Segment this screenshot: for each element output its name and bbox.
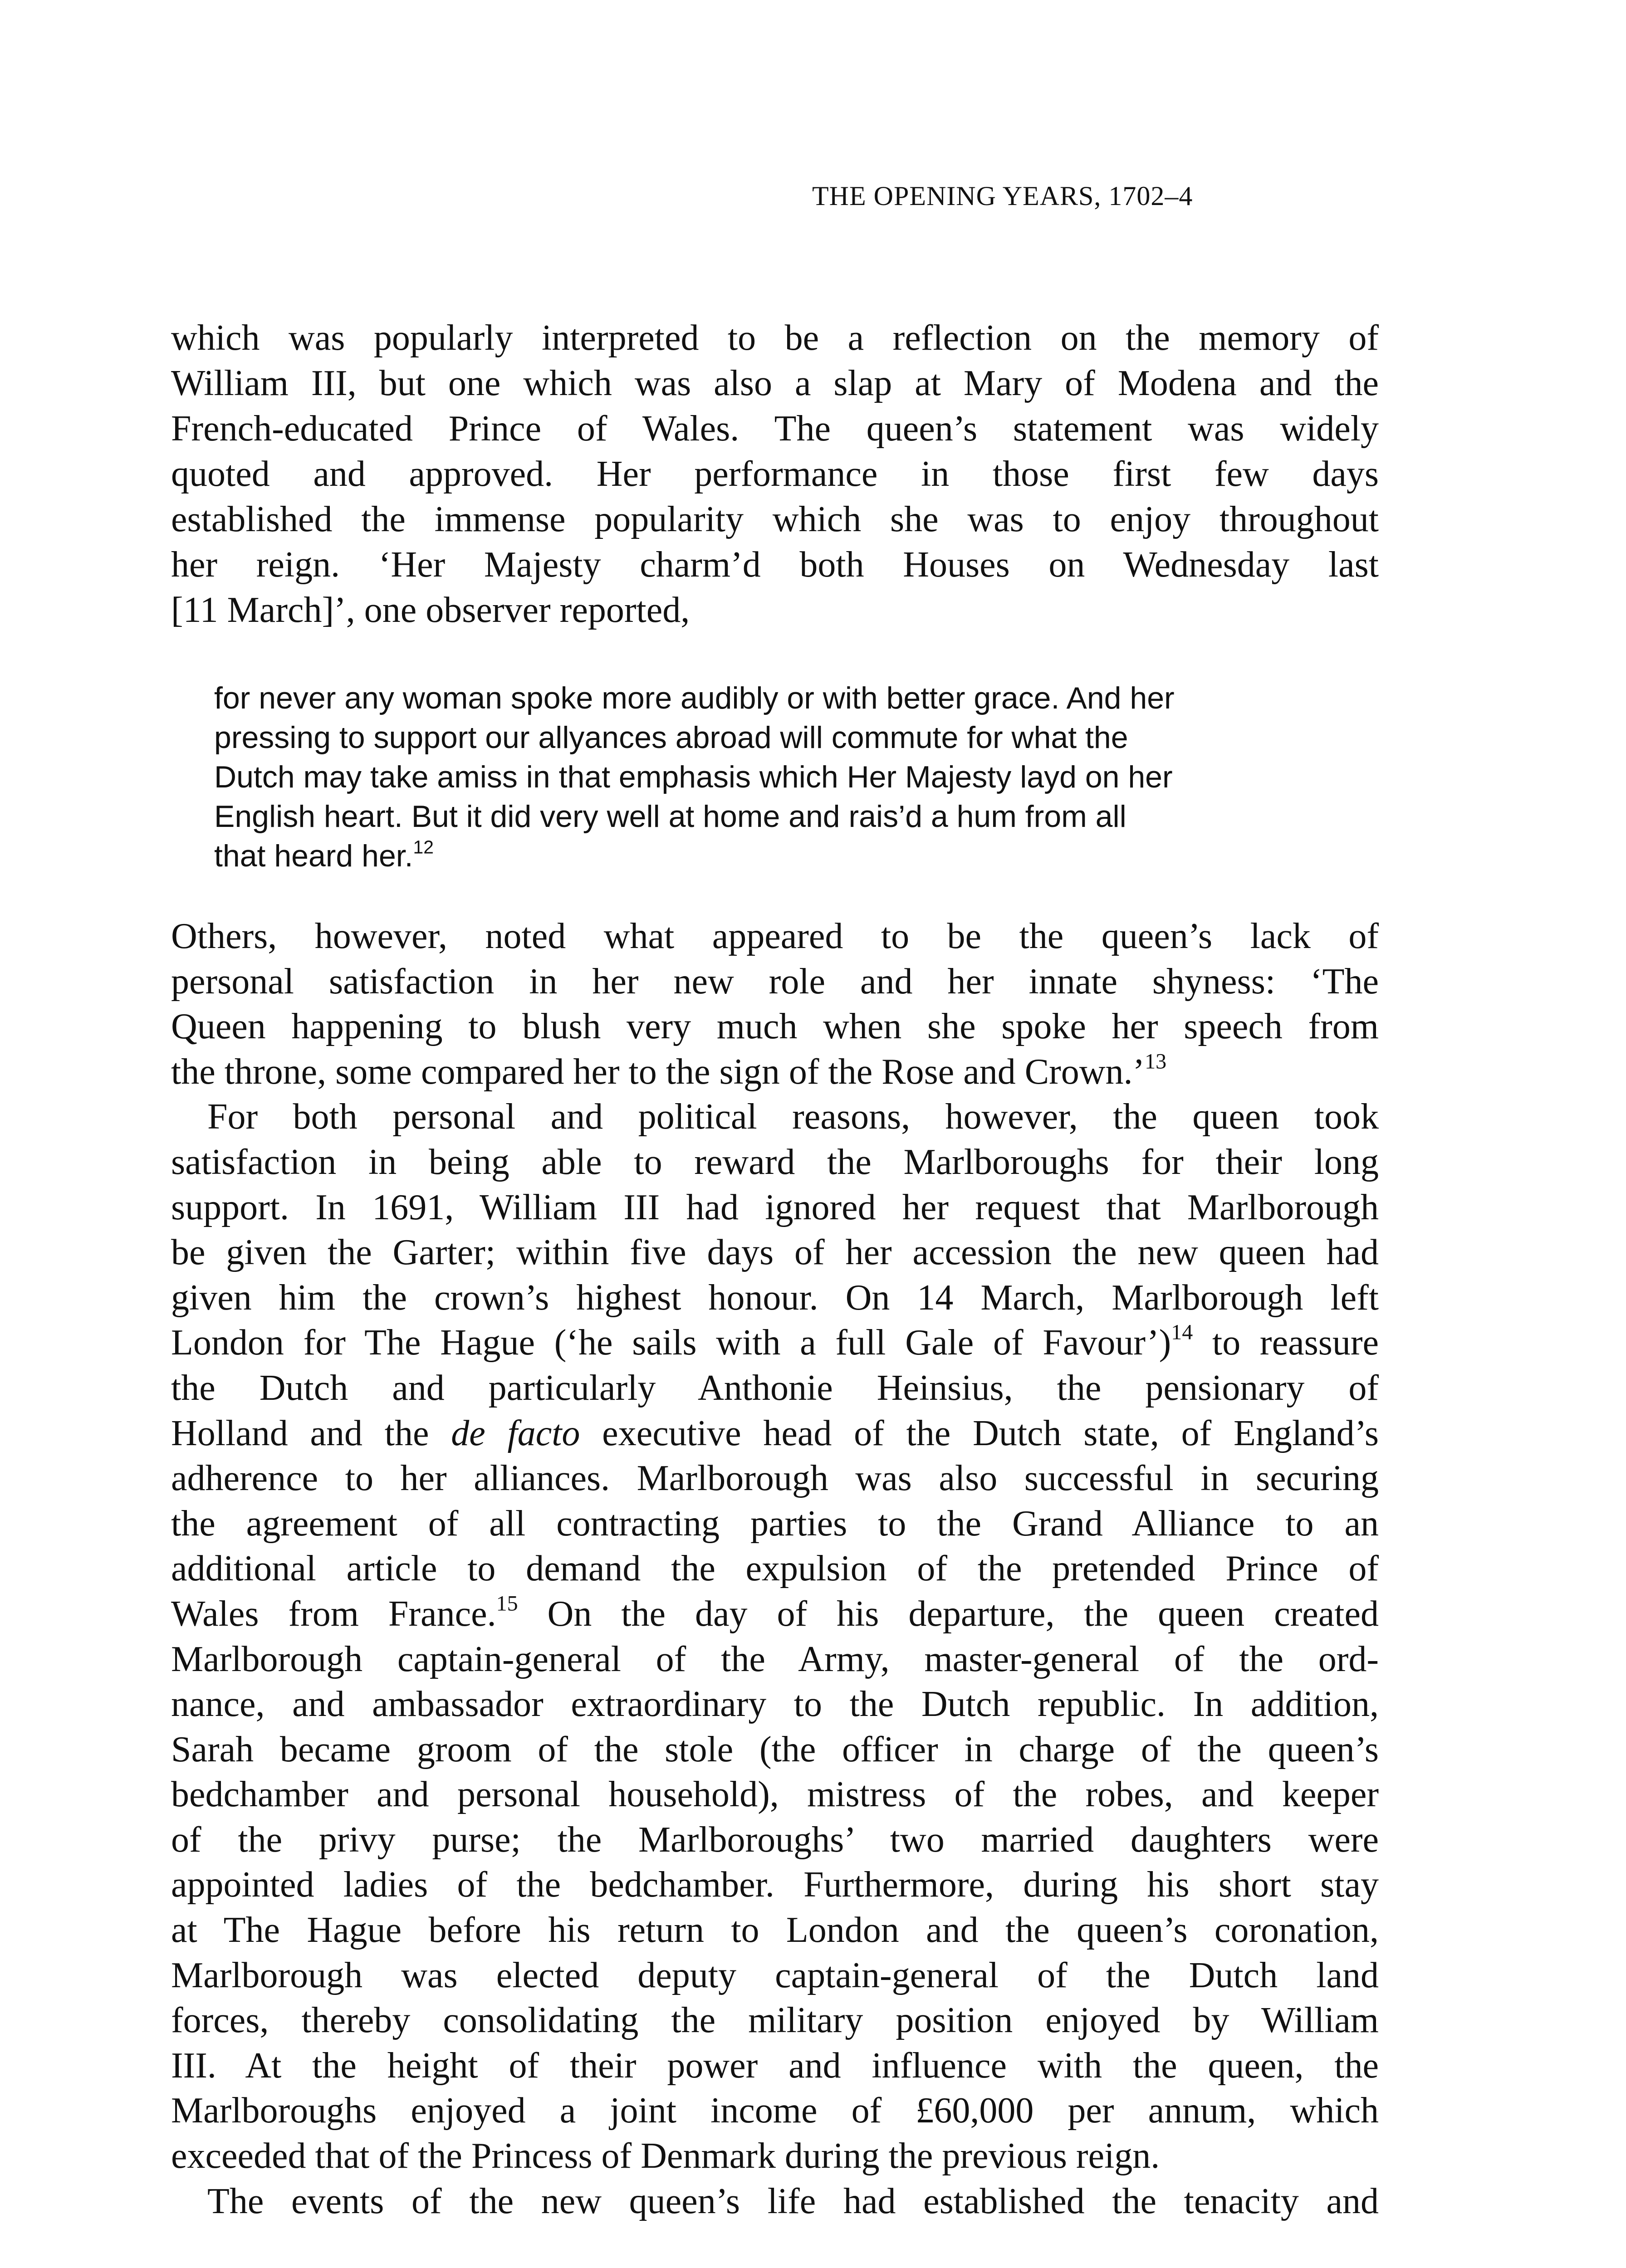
italic-phrase: de facto bbox=[451, 1413, 580, 1453]
text-line: be given the Garter; within five days of her accession the new queen had bbox=[171, 1232, 1379, 1273]
text-line: Marlboroughs enjoyed a joint income of £60,000 per annum, which bbox=[171, 2091, 1379, 2131]
text-line: adherence to her alliances. Marlborough was also successful in securing bbox=[171, 1458, 1379, 1499]
text-line: bedchamber and personal household), mistress of the robes, and keeper bbox=[171, 1774, 1379, 1815]
text-line: support. In 1691, William III had ignored her request that Marlborough bbox=[171, 1187, 1379, 1227]
footnote-ref-13: 13 bbox=[1145, 1049, 1167, 1074]
text-line: Marlborough captain-general of the Army, master-general of the ord- bbox=[171, 1639, 1379, 1679]
text-line: [11 March]’, one observer reported, bbox=[171, 590, 690, 630]
text-line: Marlborough was elected deputy captain-general of the Dutch land bbox=[171, 1955, 1379, 1995]
text-line: Wales from France.$^{15}$ On the day of his departure, the queen created bbox=[171, 1591, 1379, 1634]
text-line: For both personal and political reasons, however, the queen took bbox=[207, 1097, 1379, 1137]
text-line: of the privy purse; the Marlboroughs’ two married daughters were bbox=[171, 1819, 1379, 1860]
text-line: The events of the new queen’s life had established the tenacity and bbox=[207, 2181, 1379, 2221]
quote-text: that heard her. bbox=[214, 839, 413, 873]
text-line: which was popularly interpreted to be a reflection on the memory of bbox=[171, 318, 1379, 358]
text-line: given him the crown’s highest honour. On 14 March, Marlborough left bbox=[171, 1277, 1379, 1318]
paragraph-1 bbox=[171, 315, 1379, 633]
text-line: quoted and approved. Her performance in those first few days bbox=[171, 454, 1379, 494]
text-line: Holland and the de facto executive head of the Dutch state, of England’s bbox=[171, 1413, 1379, 1453]
footnote-ref-14: 14 bbox=[1171, 1320, 1193, 1344]
text-line: Queen happening to blush very much when she spoke her speech from bbox=[171, 1007, 1379, 1047]
text-line: at The Hague before his return to London and the queen’s coronation, bbox=[171, 1910, 1379, 1950]
main-text bbox=[171, 914, 1379, 2224]
text-line: appointed ladies of the bedchamber. Furthermore, during his short stay bbox=[171, 1865, 1379, 1905]
text-line: Sarah became groom of the stole (the officer in charge of the queen’s bbox=[171, 1729, 1379, 1769]
text-line: the Dutch and particularly Anthonie Heinsius, the pensionary of bbox=[171, 1368, 1379, 1408]
text-line: satisfaction in being able to reward the Marlboroughs for their long bbox=[171, 1142, 1379, 1182]
text-line: William III, but one which was also a slap at Mary of Modena and the bbox=[171, 363, 1379, 403]
text-line: forces, thereby consolidating the military position enjoyed by William bbox=[171, 2000, 1379, 2041]
text-line: established the immense popularity which she was to enjoy throughout bbox=[171, 499, 1379, 539]
quote-line: English heart. But it did very well at home and rais’d a hum from all bbox=[214, 799, 1126, 834]
footnote-ref-12: 12 bbox=[413, 836, 434, 858]
text-line: nance, and ambassador extraordinary to the Dutch republic. In addition, bbox=[171, 1684, 1379, 1725]
text-line: the agreement of all contracting parties to the Grand Alliance to an bbox=[171, 1503, 1379, 1544]
text-line: London for The Hague (‘he sails with a full Gale of Favour’)$^{14}$ to reassure bbox=[171, 1320, 1379, 1363]
text-line: French-educated Prince of Wales. The queen’s statement was widely bbox=[171, 409, 1379, 449]
text-line: personal satisfaction in her new role and her innate shyness: ‘The bbox=[171, 961, 1379, 1002]
text-line: exceeded that of the Princess of Denmark during the previous reign. bbox=[171, 2136, 1160, 2176]
running-head: THE OPENING YEARS, 1702–4 bbox=[812, 181, 1193, 211]
quote-line: pressing to support our allyances abroad will commute for what the bbox=[214, 720, 1128, 755]
text-line: additional article to demand the expulsion of the pretended Prince of bbox=[171, 1549, 1379, 1589]
text-line: her reign. ‘Her Majesty charm’d both Houses on Wednesday last bbox=[171, 545, 1379, 585]
quote-line: Dutch may take amiss in that emphasis which Her Majesty layd on her bbox=[214, 760, 1173, 794]
quote-line: for never any woman spoke more audibly or with better grace. And her bbox=[214, 681, 1175, 715]
block-quote bbox=[214, 679, 1339, 876]
text-line: Others, however, noted what appeared to be the queen’s lack of bbox=[171, 916, 1379, 956]
text-line: III. At the height of their power and influence with the queen, the bbox=[171, 2045, 1379, 2086]
quote-line bbox=[214, 836, 1339, 876]
footnote-ref-15: 15 bbox=[496, 1591, 518, 1616]
text-line: the throne, some compared her to the sign of the Rose and Crown.’$^{13}$ bbox=[171, 1049, 1167, 1092]
